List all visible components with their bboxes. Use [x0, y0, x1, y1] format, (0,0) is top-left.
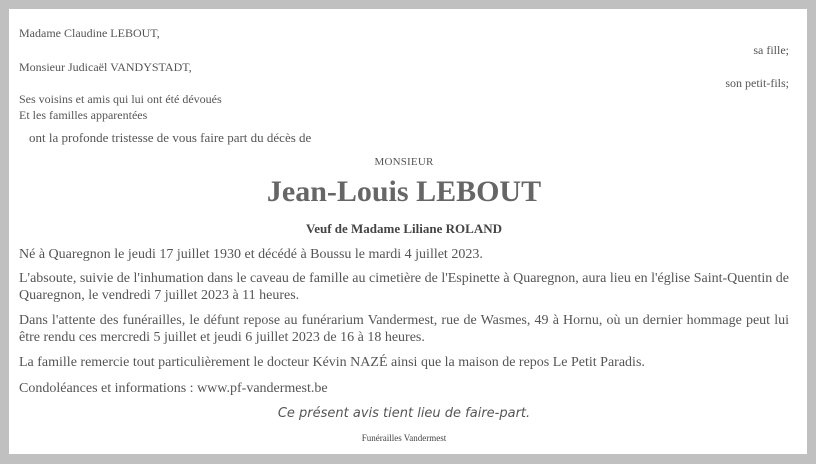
thanks-paragraph: La famille remercie tout particulièrement le docteur Kévin NAZÉ ainsi que la maison de repos Le Petit Paradis. [19, 355, 645, 370]
family-member-name: Monsieur Judicaël VANDYSTADT, [19, 60, 192, 74]
faire-part-note: Ce présent avis tient lieu de faire-part. [277, 406, 531, 421]
honorific: MONSIEUR [374, 156, 434, 168]
condolences-line: Condoléances et informations : www.pf-vandermest.be [19, 381, 328, 396]
funerarium-paragraph: Dans l'attente des funérailles, le défunt repose au funérarium Vandermest, rue de Wasmes, 49 à Hornu, où un dernier hommage peut lui être rendu ces mercredi 5 juillet et jeudi 6 juillet 2023 de 16 à 18 heures. [19, 313, 789, 345]
families-line: Et les familles apparentées [19, 108, 148, 122]
widower-line: Veuf de Madame Liliane ROLAND [306, 221, 502, 236]
deceased-name: Jean-Louis LEBOUT [266, 175, 542, 208]
funeral-paragraph: L'absoute, suivie de l'inhumation dans le caveau de famille au cimetière de l'Espinette à Quaregnon, aura lieu en l'église Saint-Quentin de Quaregnon, le vendredi 7 juillet 2023 à 11 heures. [19, 271, 789, 303]
neighbors-line: Ses voisins et amis qui lui ont été dévoués [19, 92, 222, 106]
family-member-relation: sa fille; [753, 43, 789, 57]
obituary-notice [9, 9, 807, 454]
funeral-home-footer: Funérailles Vandermest [361, 433, 447, 443]
family-member-relation: son petit-fils; [725, 76, 789, 90]
family-member-name: Madame Claudine LEBOUT, [19, 26, 160, 40]
announcement-text: ont la profonde tristesse de vous faire part du décès de [29, 130, 312, 145]
birth-death-paragraph: Né à Quaregnon le jeudi 17 juillet 1930 et décédé à Boussu le mardi 4 juillet 2023. [19, 247, 483, 262]
